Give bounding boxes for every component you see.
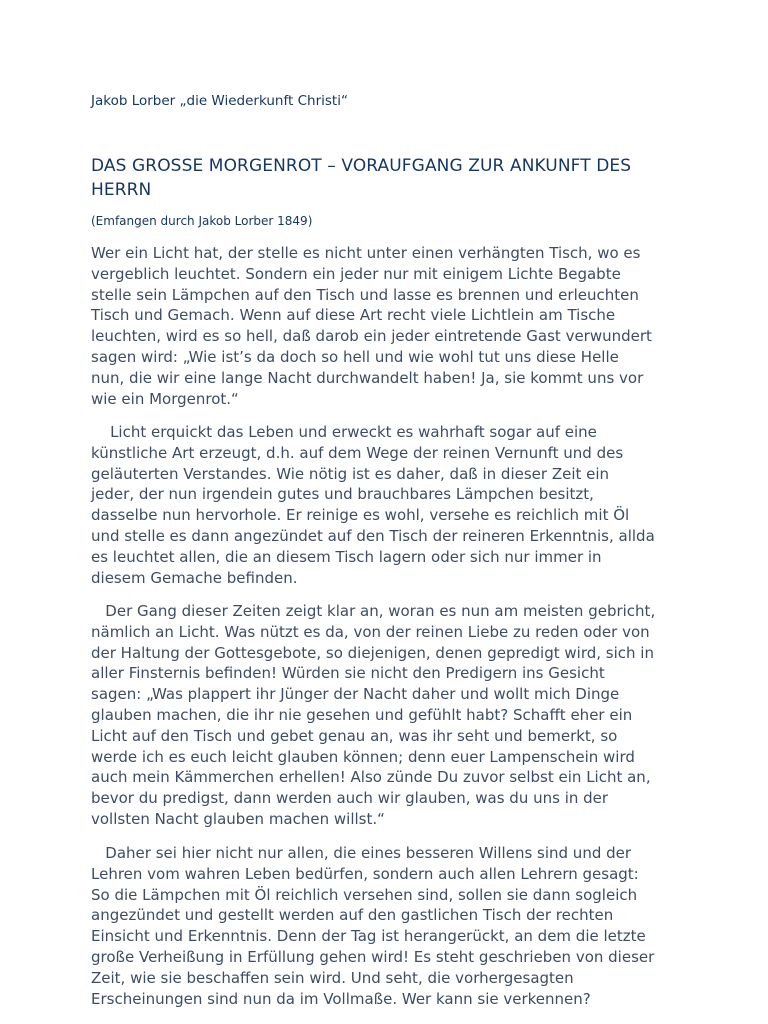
text-line: jeder, der nun irgendein gutes und brauchbares Lämpchen besitzt,: [91, 485, 594, 504]
text-line: So die Lämpchen mit Öl reichlich versehen sind, sollen sie dann sogleich: [91, 885, 638, 904]
text-line: auch mein Kämmerchen erhellen! Also zünde Du zuvor selbst ein Licht an,: [91, 768, 651, 787]
text-line: nun, die wir eine lange Nacht durchwandelt haben! Ja, sie kommt uns vor: [91, 368, 644, 387]
text-line: sagen wird: „Wie ist’s da doch so hell und wie wohl tut uns diese Helle: [91, 347, 619, 366]
text-line: Licht erquickt das Leben und erweckt es wahrhaft sogar auf eine: [91, 423, 597, 441]
text-line: angezündet und gestellt werden auf den gastlichen Tisch der rechten: [91, 906, 614, 925]
paragraph: [91, 243, 691, 409]
text-line: Daher sei hier nicht nur allen, die eines besseren Willens sind und der: [91, 844, 632, 862]
text-line: dasselbe nun hervorhole. Er reinige es wohl, versehe es reichlich mit Öl: [91, 506, 630, 525]
text-line: große Verheißung in Erfüllung gehen wird! Es steht geschrieben von dieser: [91, 947, 655, 966]
text-line: vergeblich leuchtet. Sondern ein jeder nur mit einigem Lichte Begabte: [91, 264, 621, 283]
text-line: Zeit, wie sie beschaffen sein wird. Und seht, die vorhergesagten: [91, 968, 574, 987]
text-line: diesem Gemache befinden.: [91, 568, 298, 587]
text-line: bevor du predigst, dann werden auch wir glauben, was du uns in der: [91, 789, 609, 808]
text-line: Einsicht und Erkenntnis. Denn der Tag ist herangerückt, an dem die letzte: [91, 927, 646, 946]
text-line: sagen: „Was plappert ihr Jünger der Nacht daher und wollt mich Dinge: [91, 685, 620, 704]
received-note: (Emfangen durch Jakob Lorber 1849): [91, 214, 313, 228]
text-line: aller Finsternis befinden! Würden sie nicht den Predigern ins Gesicht: [91, 664, 605, 683]
text-line: Erscheinungen sind nun da im Vollmaße. Wer kann sie verkennen?: [91, 989, 591, 1008]
text-line: es leuchtet allen, die an diesem Tisch lagern oder sich nur immer in: [91, 547, 602, 566]
paragraph: [91, 422, 691, 588]
paragraph: [91, 843, 691, 1009]
text-line: stelle sein Lämpchen auf den Tisch und lasse es brennen und erleuchten: [91, 285, 639, 304]
text-line: Tisch und Gemach. Wenn auf diese Art recht viele Lichtlein am Tische: [91, 306, 616, 325]
document-title: DAS GROSSE MORGENROT – VORAUFGANG ZUR ANKUNFT DES HERRN: [91, 156, 632, 200]
text-line: der Haltung der Gottesgebote, so diejenigen, denen gepredigt wird, sich in: [91, 643, 654, 662]
text-line: Wer ein Licht hat, der stelle es nicht unter einen verhängten Tisch, wo es: [91, 244, 641, 262]
text-line: glauben machen, die ihr nie gesehen und gefühlt habt? Schafft eher ein: [91, 705, 633, 724]
text-line: leuchten, wird es so hell, daß darob ein jeder eintretende Gast verwundert: [91, 327, 652, 346]
text-line: Lehren vom wahren Leben bedürfen, sondern auch allen Lehrern gesagt:: [91, 864, 639, 883]
text-line: vollsten Nacht glauben machen willst.“: [91, 809, 385, 828]
text-line: Licht auf den Tisch und gebet genau an, was ihr seht und bemerkt, so: [91, 726, 618, 745]
text-line: und stelle es dann angezündet auf den Tisch der reineren Erkenntnis, allda: [91, 526, 655, 545]
text-line: künstliche Art erzeugt, d.h. auf dem Wege der reinen Vernunft und des: [91, 443, 624, 462]
text-line: wie ein Morgenrot.“: [91, 389, 239, 408]
text-line: nämlich an Licht. Was nützt es da, von der reinen Liebe zu reden oder von: [91, 622, 650, 641]
source-line: Jakob Lorber „die Wiederkunft Christi“: [91, 93, 348, 109]
text-line: Der Gang dieser Zeiten zeigt klar an, woran es nun am meisten gebricht,: [91, 602, 656, 620]
paragraph: [91, 601, 691, 830]
text-line: werde ich es euch leicht glauben können; denn euer Lampenschein wird: [91, 747, 635, 766]
text-line: geläuterten Verstandes. Wie nötig ist es daher, daß in dieser Zeit ein: [91, 464, 610, 483]
